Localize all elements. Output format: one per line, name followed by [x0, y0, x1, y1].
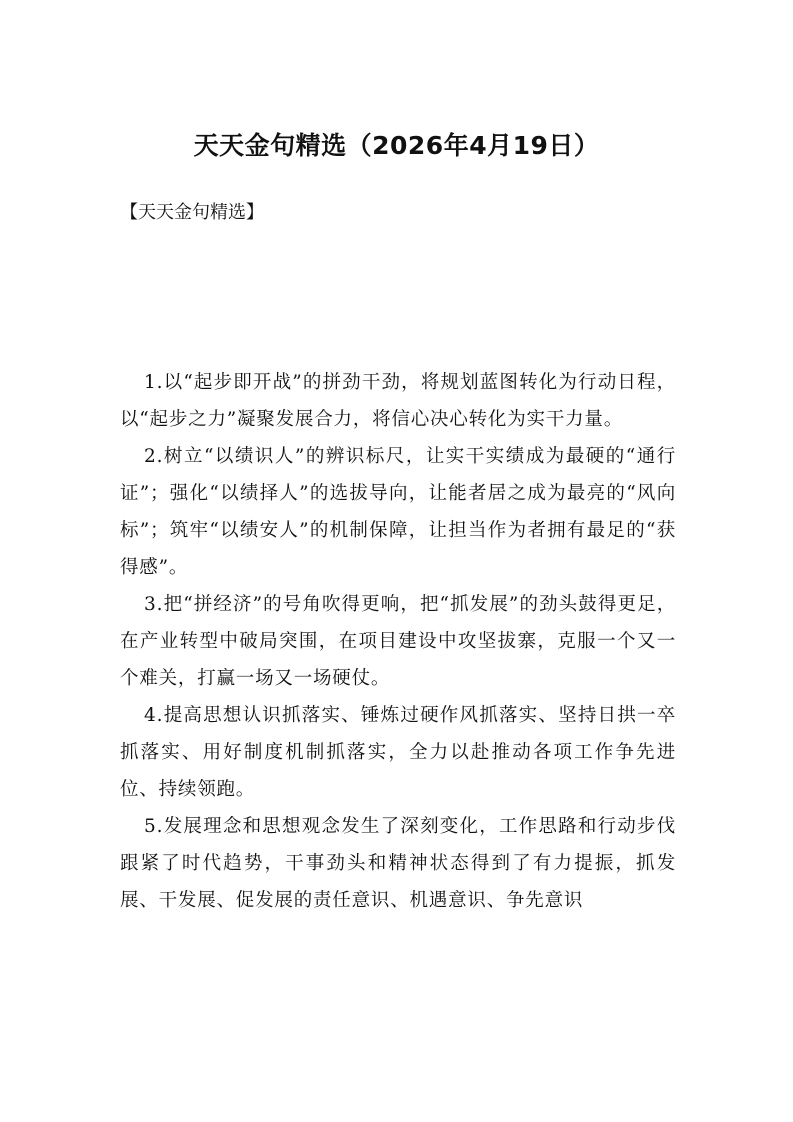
document-body: [120, 364, 676, 919]
document-title: 天天金句精选（2026年4月19日）: [193, 131, 600, 160]
paragraph-2: 2.树立“以绩识人”的辨识标尺，让实干实绩成为最硬的“通行证”；强化“以绩择人”的选拔导向，让能者居之成为最亮的“风向标”；筑牢“以绩安人”的机制保障，让担当作为者拥有最足的“获得感”。: [120, 446, 676, 578]
section-label: 【天天金句精选】: [120, 202, 264, 223]
paragraph-5: 5.发展理念和思想观念发生了深刻变化，工作思路和行动步伐跟紧了时代趋势，干事劲头和精神状态得到了有力提振，抓发展、干发展、促发展的责任意识、机遇意识、争先意识: [120, 816, 676, 911]
paragraph-3: 3.把“拼经济”的号角吹得更响，把“抓发展”的劲头鼓得更足，在产业转型中破局突围，在项目建设中攻坚拔寨，克服一个又一个难关，打赢一场又一场硬仗。: [120, 594, 676, 689]
paragraph-1: 1.以“起步即开战”的拼劲干劲，将规划蓝图转化为行动日程，以“起步之力”凝聚发展合力，将信心决心转化为实干力量。: [120, 372, 676, 430]
paragraph-4: 4.提高思想认识抓落实、锤炼过硬作风抓落实、坚持日拱一卒抓落实、用好制度机制抓落实，全力以赴推动各项工作争先进位、持续领跑。: [120, 705, 676, 800]
